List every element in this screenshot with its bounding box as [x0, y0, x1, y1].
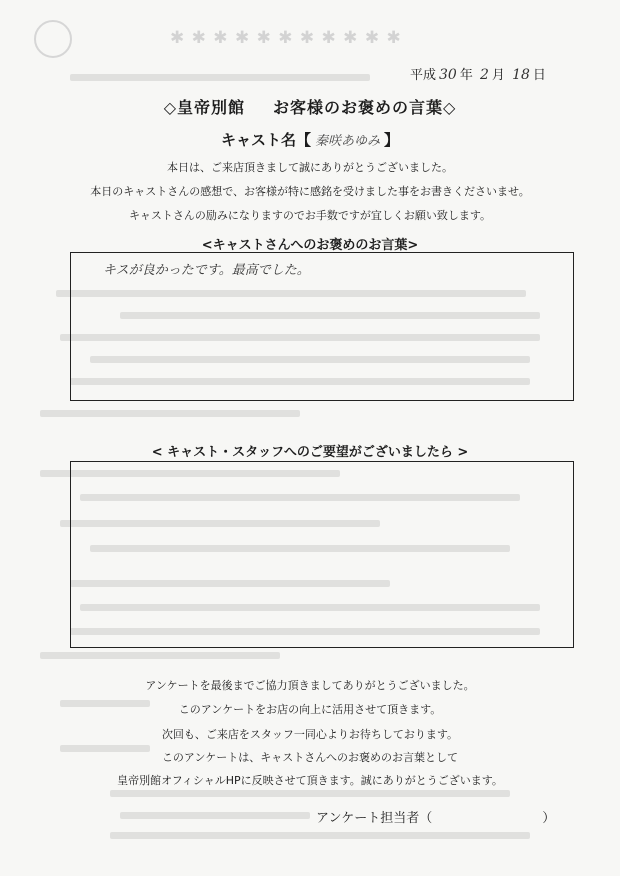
praise-answer-box[interactable] [70, 252, 574, 401]
request-heading: < キャスト・スタッフへのご要望がございましたら > [151, 445, 469, 460]
closing-line: このアンケートをお店の向上に活用させて頂きます。 [178, 703, 442, 716]
request-answer-box[interactable] [70, 461, 574, 648]
cast-name-close: 】 [384, 131, 400, 149]
date-day[interactable]: 18 [512, 67, 530, 83]
cast-name-value[interactable]: 秦咲あゆみ [314, 134, 380, 149]
date-day-unit: 日 [532, 68, 546, 83]
bleed-through-line [110, 832, 530, 839]
title-store-name: ◇皇帝別館 [163, 98, 245, 117]
person-in-charge-field[interactable] [316, 807, 555, 826]
cast-name-label: キャスト名【 [220, 131, 311, 149]
date-month-unit: 月 [491, 68, 505, 83]
intro-line: キャストさんの励みになりますのでお手数ですが宜しくお願い致します。 [128, 209, 492, 222]
bleed-through-line [40, 410, 300, 417]
title-subject: お客様のお褒めの言葉◇ [273, 98, 457, 117]
date-era: 平成 [410, 68, 437, 83]
bleed-through-line [40, 652, 280, 659]
page-title [0, 95, 620, 118]
date-year-unit: 年 [459, 68, 473, 83]
praise-answer-text[interactable]: キスが良かったです。最高でした。 [103, 263, 310, 278]
seal-mark-icon [34, 20, 72, 58]
intro-line: 本日のキャストさんの感想で、お客様が特に感銘を受けました事をお書きくださいませ。 [90, 185, 530, 198]
bleed-through-line [110, 790, 510, 797]
bleed-through-heading: ✱ ✱ ✱ ✱ ✱ ✱ ✱ ✱ ✱ ✱ ✱ [170, 28, 402, 48]
cast-name-field[interactable] [0, 129, 620, 150]
closing-line: 皇帝別館オフィシャルHPに反映させて頂きます。誠にありがとうございます。 [117, 774, 503, 787]
closing-line: このアンケートは、キャストさんへのお褒めのお言葉として [161, 751, 459, 764]
date-field[interactable] [410, 64, 546, 83]
person-in-charge-close: ） [542, 811, 556, 826]
closing-line: アンケートを最後までご協力頂きましてありがとうございました。 [145, 679, 475, 692]
bleed-through-line [70, 74, 370, 81]
intro-line: 本日は、ご来店頂きまして誠にありがとうございました。 [167, 161, 453, 174]
date-month[interactable]: 2 [480, 67, 489, 83]
person-in-charge-label: アンケート担当者（ [316, 811, 433, 826]
date-year[interactable]: 30 [439, 67, 457, 83]
closing-line: 次回も、ご来店をスタッフ一同心よりお待ちしております。 [161, 728, 459, 741]
praise-heading: <キャストさんへのお褒めのお言葉> [201, 238, 419, 253]
bleed-through-line [120, 812, 310, 819]
